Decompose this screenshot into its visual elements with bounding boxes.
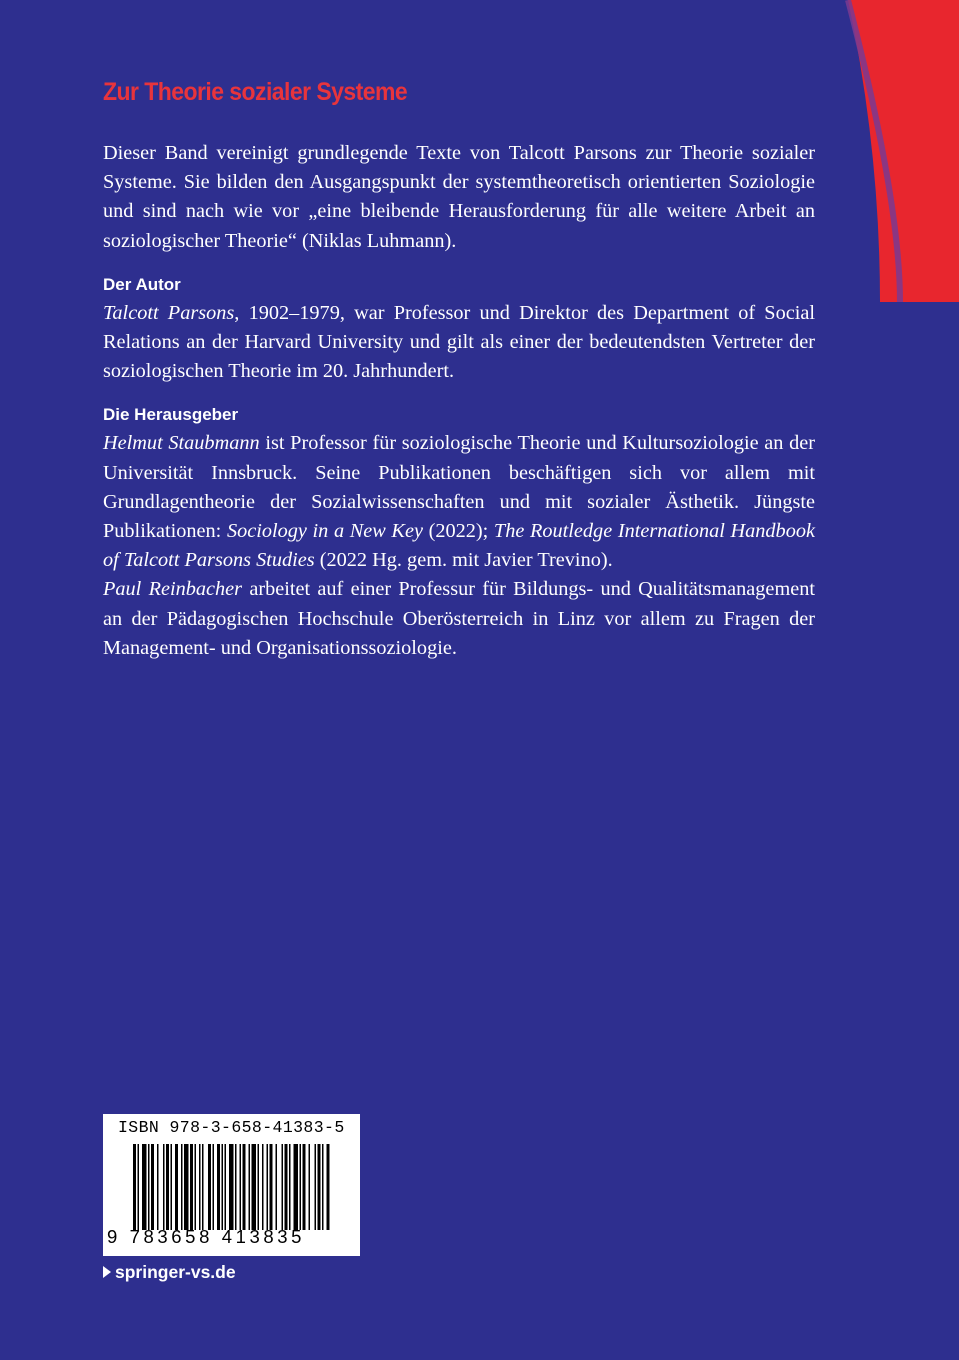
barcode-bar <box>208 1144 211 1230</box>
barcode-bars <box>133 1144 333 1230</box>
barcode-bar <box>285 1144 288 1230</box>
intro-paragraph: Dieser Band vereinigt grundlegende Texte von Talcott Parsons zur Theorie sozialer Systeme. Sie bilden den Ausgangspunkt der systemtheoretisch orientierten Soziologie und sind nach wie vor „eine bleibende Herausforderung für alle weitere Arbeit an soziologischer Theorie“ (Niklas Luhmann). <box>103 142 815 252</box>
isbn-text: ISBN 978-3-658-41383-5 <box>118 1118 345 1137</box>
barcode-bar <box>270 1144 273 1230</box>
barcode-bar <box>318 1144 321 1230</box>
barcode-bar <box>166 1144 169 1230</box>
editors-heading: Die Herausgeber <box>103 405 239 425</box>
barcode-bar <box>229 1144 234 1230</box>
barcode-bar <box>243 1144 246 1230</box>
editor2-paragraph <box>103 575 815 663</box>
author-heading: Der Autor <box>103 274 181 294</box>
editors-section <box>103 400 815 663</box>
editor1-book2: The Routledge International Handbook of Talcott Parsons Studies <box>103 520 815 572</box>
barcode-bar <box>303 1144 306 1230</box>
author-bio: , 1902–1979, war Professor und Direktor des Department of Social Relations an der Harvard University und gilt als einer der bedeutendsten Vertreter der soziologischen Theorie im 20. Jahrhundert. <box>103 301 815 383</box>
editor1-bio: ist Professor für soziologische Theorie und Kultursoziologie an der Universität Innsbruck. Seine Publikationen beschäftigen sich vor allem mit Grundlagentheorie der Sozialwissenschaften und mit sozialer Ästhetik. Jüngste Publikationen: <box>103 432 816 543</box>
publisher-website[interactable] <box>103 1262 236 1283</box>
barcode-bar <box>190 1144 193 1230</box>
book-title: Zur Theorie sozialer Systeme <box>103 78 408 106</box>
website-label: springer-vs.de <box>115 1262 236 1282</box>
barcode-bar <box>199 1144 201 1230</box>
author-section <box>103 270 815 387</box>
barcode-bar <box>142 1144 147 1230</box>
barcode-bar <box>138 1144 140 1230</box>
editor1-end: (2022 Hg. gem. mit Javier Trevino). <box>314 549 613 572</box>
barcode-bar <box>222 1144 224 1230</box>
author-name: Talcott Parsons <box>103 301 235 324</box>
arrow-icon <box>103 1266 111 1278</box>
barcode-bar <box>195 1144 197 1230</box>
barcode-bar <box>309 1144 311 1230</box>
barcode-bar <box>300 1144 302 1230</box>
barcode-bar <box>276 1144 278 1230</box>
editor1-name: Helmut Staubmann <box>103 432 260 455</box>
barcode-bar <box>181 1144 183 1230</box>
isbn-barcode <box>103 1114 360 1256</box>
barcode-bar <box>258 1144 260 1230</box>
barcode-bar <box>184 1144 189 1230</box>
barcode-bar <box>267 1144 269 1230</box>
barcode-digits: 9 783658 413835 <box>107 1226 306 1247</box>
barcode-bar <box>294 1144 299 1230</box>
barcode-bar <box>240 1144 242 1230</box>
barcode-bar <box>289 1144 291 1230</box>
editor1-between: (2022); <box>422 520 494 543</box>
editor1-paragraph <box>103 429 815 575</box>
barcode-bar <box>315 1144 317 1230</box>
barcode-bar <box>171 1144 173 1230</box>
editor1-book1: Sociology in a New Key <box>226 520 423 543</box>
barcode-bar <box>213 1144 215 1230</box>
barcode-bar <box>157 1144 159 1230</box>
barcode-bar <box>322 1144 324 1230</box>
barcode-bar <box>217 1144 220 1230</box>
editor2-name: Paul Reinbacher <box>103 578 243 601</box>
barcode-bar <box>282 1144 284 1230</box>
back-cover-text <box>103 78 815 677</box>
barcode-bar <box>202 1144 204 1230</box>
barcode-bar <box>151 1144 154 1230</box>
editor2-bio: arbeitet auf einer Professur für Bildungs- und Qualitätsmanagement an der Pädagogischen Hochschule Oberösterreich in Linz vor allem zu Fragen der Management- und Organisationssoziologie. <box>103 578 815 659</box>
barcode-bar <box>249 1144 251 1230</box>
barcode-bar <box>163 1144 165 1230</box>
barcode-bar <box>252 1144 257 1230</box>
barcode-bar <box>327 1144 330 1230</box>
barcode-bar <box>148 1144 150 1230</box>
barcode-bar <box>225 1144 227 1230</box>
barcode-bar <box>175 1144 178 1230</box>
author-paragraph <box>103 299 815 387</box>
barcode-bar <box>133 1144 136 1230</box>
barcode-bar <box>235 1144 237 1230</box>
barcode-bar <box>262 1144 264 1230</box>
